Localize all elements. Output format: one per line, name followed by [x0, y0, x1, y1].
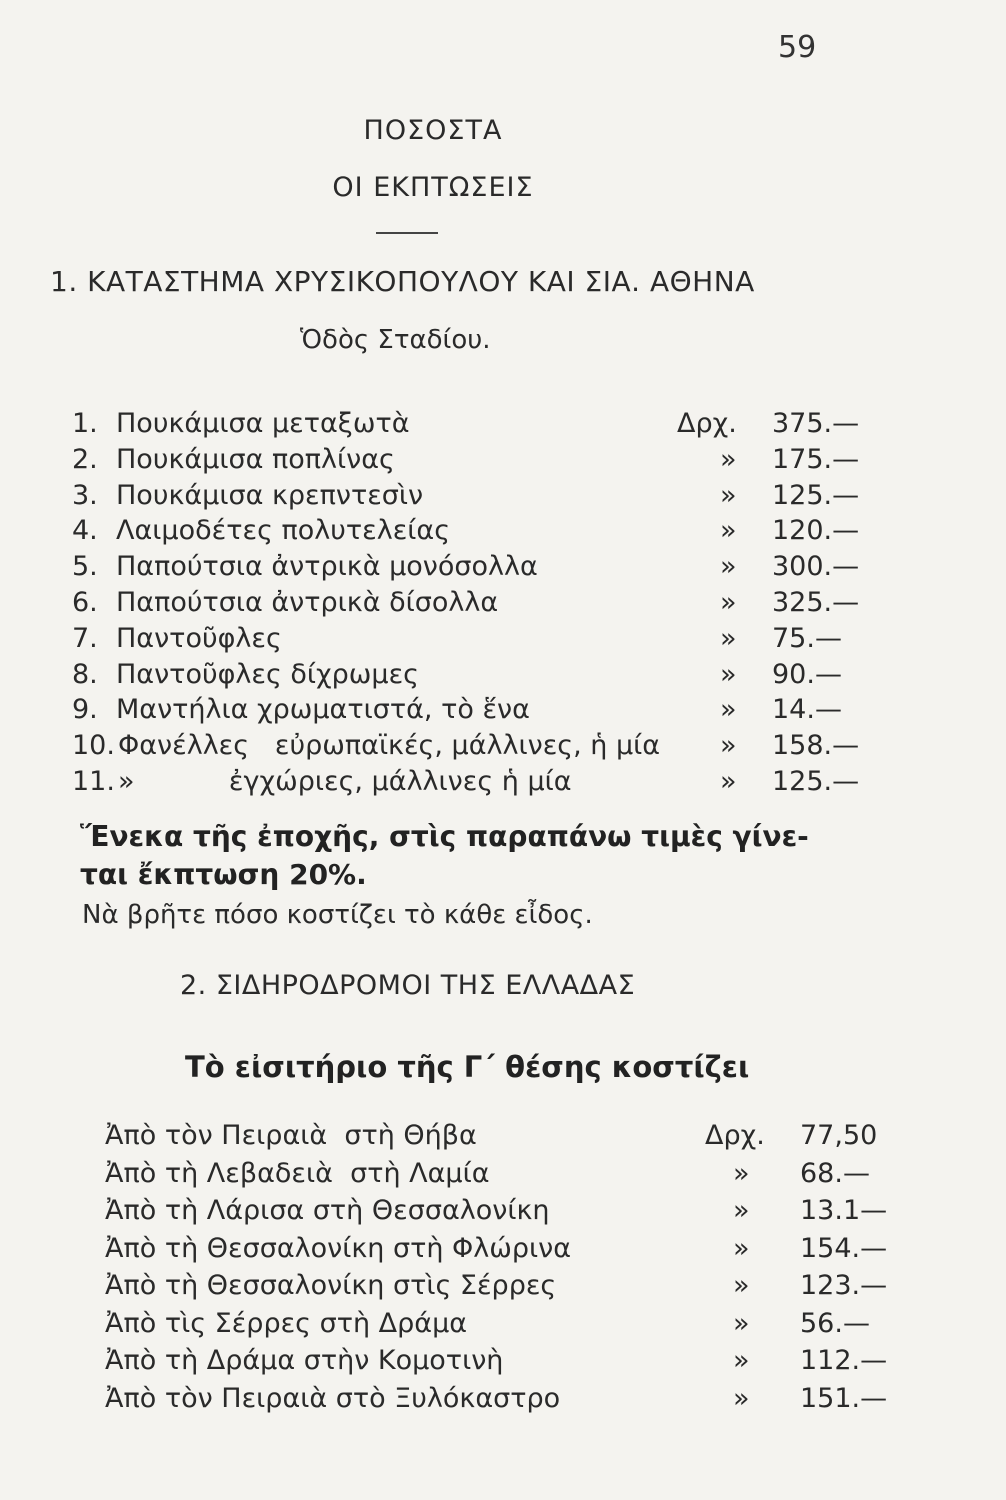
item-price: 14.— [772, 694, 842, 726]
item-number: 5. [72, 551, 98, 583]
item-price: 125.— [772, 766, 860, 797]
currency-mark: » [733, 1232, 750, 1264]
item-price: 325.— [772, 587, 860, 618]
currency-mark: » [733, 1307, 750, 1339]
currency-mark: » [720, 443, 737, 475]
currency-mark: » [720, 587, 737, 618]
currency-mark: Δρχ. [677, 408, 737, 439]
fare-row [105, 1233, 895, 1269]
price-row [72, 730, 872, 766]
price-row [72, 766, 872, 802]
exercise-question: Νὰ βρῆτε πόσο κοστίζει τὸ κάθε εἶδος. [82, 900, 593, 930]
item-number: 9. [72, 694, 98, 726]
price-row [72, 408, 872, 444]
fare-price: 154.— [800, 1232, 888, 1264]
item-number: 10. [72, 730, 115, 762]
currency-mark: » [720, 551, 737, 583]
discount-note-line2: ται ἔκπτωση 20%. [80, 858, 367, 891]
route-description: Ἀπὸ τὶς Σέρρες στὴ Δράμα [105, 1307, 468, 1339]
currency-mark: » [733, 1382, 750, 1414]
fare-row [105, 1120, 895, 1156]
item-price: 90.— [772, 658, 842, 690]
fare-price: 112.— [800, 1345, 888, 1376]
price-row [72, 515, 872, 551]
price-row [72, 694, 872, 730]
item-number: 6. [72, 587, 98, 618]
item-description: Παντοῦφλες δίχρωμες [116, 658, 420, 690]
fare-row [105, 1195, 895, 1231]
currency-mark: » [720, 730, 737, 762]
discount-note-line1: Ἕνεκα τῆς ἐποχῆς, στὶς παραπάνω τιμὲς γίνε- [80, 820, 809, 853]
page-subtitle: ΟΙ ΕΚΠΤΩΣΕΙΣ [332, 172, 534, 203]
route-description: Ἀπὸ τὸν Πειραιὰ στὸ Ξυλόκαστρο [105, 1382, 561, 1414]
item-number: 4. [72, 515, 98, 547]
title-divider [376, 232, 438, 234]
item-price: 300.— [772, 551, 860, 583]
item-description: Πουκάμισα μεταξωτὰ [116, 408, 410, 439]
currency-mark: » [733, 1345, 750, 1376]
fare-row [105, 1270, 895, 1306]
item-number: 3. [72, 479, 98, 511]
item-price: 75.— [772, 622, 842, 654]
fare-price: 68.— [800, 1157, 870, 1189]
route-description: Ἀπὸ τὴ Δράμα στὴν Κομοτινὴ [105, 1345, 504, 1376]
price-row [72, 444, 872, 480]
fare-row [105, 1383, 895, 1419]
price-row [72, 659, 872, 695]
route-description: Ἀπὸ τὴ Λάρισα στὴ Θεσσαλονίκη [105, 1195, 550, 1226]
currency-mark: » [720, 658, 737, 690]
fare-price: 13.1— [800, 1195, 888, 1226]
item-description: Φανέλλες εὐρωπαϊκές, μάλλινες, ἡ μία [118, 730, 661, 762]
currency-mark: » [733, 1157, 750, 1189]
currency-mark: » [733, 1195, 750, 1226]
currency-mark: » [720, 694, 737, 726]
price-row [72, 623, 872, 659]
route-description: Ἀπὸ τὴ Θεσσαλονίκη στὴ Φλώρινα [105, 1232, 572, 1264]
currency-mark: » [733, 1270, 750, 1301]
item-price: 375.— [772, 408, 860, 439]
item-price: 175.— [772, 443, 860, 475]
price-row [72, 480, 872, 516]
section1-subheading: Ὁδὸς Σταδίου. [300, 325, 491, 355]
page-title: ΠΟΣΟΣΤΑ [363, 115, 503, 146]
fare-row [105, 1308, 895, 1344]
item-number: 1. [72, 408, 98, 439]
item-number: 8. [72, 658, 98, 690]
route-description: Ἀπὸ τὴ Θεσσαλονίκη στὶς Σέρρες [105, 1270, 557, 1301]
currency-mark: » [720, 622, 737, 654]
section2-subheading: Τὸ εἰσιτήριο τῆς Γ΄ θέσης κοστίζει [185, 1050, 750, 1084]
item-description: » ἐγχώριες, μάλλινες ἡ μία [118, 766, 572, 797]
item-price: 158.— [772, 730, 860, 762]
currency-mark: » [720, 766, 737, 797]
item-price: 120.— [772, 515, 860, 547]
item-price: 125.— [772, 479, 860, 511]
route-description: Ἀπὸ τὸν Πειραιὰ στὴ Θήβα [105, 1120, 477, 1151]
item-number: 11. [72, 766, 115, 797]
route-description: Ἀπὸ τὴ Λεβαδειὰ στὴ Λαμία [105, 1157, 490, 1189]
page-number: 59 [778, 30, 817, 65]
item-description: Παντοῦφλες [116, 622, 282, 654]
fare-row [105, 1345, 895, 1381]
section1-heading: 1. ΚΑΤΑΣΤΗΜΑ ΧΡΥΣΙΚΟΠΟΥΛΟΥ ΚΑΙ ΣΙΑ. ΑΘΗΝΑ [50, 265, 755, 298]
item-description: Παπούτσια ἀντρικὰ δίσολλα [116, 587, 499, 618]
item-description: Πουκάμισα ποπλίνας [116, 443, 395, 475]
fare-price: 56.— [800, 1307, 870, 1339]
fare-price: 151.— [800, 1382, 888, 1414]
item-number: 2. [72, 443, 98, 475]
currency-mark: Δρχ. [705, 1120, 765, 1151]
fare-row [105, 1158, 895, 1194]
price-row [72, 551, 872, 587]
fare-price: 77,50 [800, 1120, 878, 1151]
item-description: Παπούτσια ἀντρικὰ μονόσολλα [116, 551, 538, 583]
item-description: Μαντήλια χρωματιστά, τὸ ἕνα [116, 694, 530, 726]
section2-heading: 2. ΣΙΔΗΡΟΔΡΟΜΟΙ ΤΗΣ ΕΛΛΑΔΑΣ [180, 970, 636, 1001]
currency-mark: » [720, 479, 737, 511]
currency-mark: » [720, 515, 737, 547]
fare-price: 123.— [800, 1270, 888, 1301]
price-row [72, 587, 872, 623]
item-number: 7. [72, 622, 98, 654]
item-description: Λαιμοδέτες πολυτελείας [116, 515, 451, 547]
item-description: Πουκάμισα κρεπντεσὶν [116, 479, 424, 511]
